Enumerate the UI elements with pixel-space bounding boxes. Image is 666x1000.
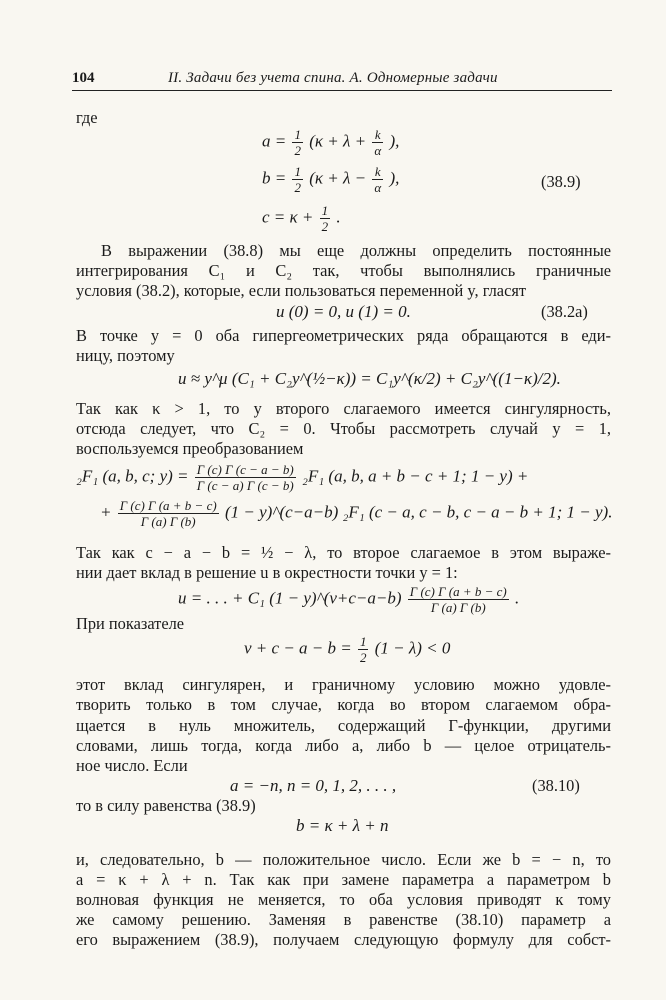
running-header [72, 68, 612, 91]
equation-number-38-9: (38.9) [541, 172, 581, 191]
equation-hyper-2: + $\frac{\Gamma (c) \Gamma (a + b - c)}{\Gamma (a) \Gamma (b)}$ (1 − y)^(c−a−b) ₂F₁ (c − a, c − b, c − a − b + 1; 1 − y). [100, 498, 613, 529]
text-line: его выражением (38.9), получаем следующую формулу для собст- [76, 930, 611, 949]
text-line: ное число. Если [76, 756, 188, 775]
page-number: 104 [72, 70, 95, 86]
equation-approx: u ≈ y^μ (C₁ + C₂y^(½−κ)) = C₁y^(κ/2) + C₂y^((1−κ)/2). [178, 369, 561, 388]
equation-a-neg-n: a = −n, n = 0, 1, 2, . . . , [230, 776, 397, 795]
text-line: то в силу равенства (38.9) [76, 796, 256, 815]
equation-b: b = $\frac{1}{2}$ (κ + λ − $\frac{k}{\alpha}$ ), [262, 164, 400, 195]
text-line: Так как κ > 1, то у второго слагаемого имеется сингулярность, [76, 399, 611, 418]
text-line: этот вклад сингулярен, и граничному условию можно удовле- [76, 675, 611, 694]
text-line: и, следовательно, b — положительное число. Если же b = − n, то [76, 850, 611, 869]
equation-b-value: b = κ + λ + n [296, 816, 389, 835]
text-line: интегрирования C₁ и C₂ так, чтобы выполнялись граничные [76, 261, 611, 280]
equation-hyper-1: ₂F₁ (a, b, c; y) = $\frac{\Gamma (c) \Gamma (c - a - b)}{\Gamma (c - a) \Gamma (c - b)}$ ₂F₁ (a, b, a + b − c + 1; 1 − y) + [76, 462, 529, 493]
word-gde: где [76, 108, 98, 127]
equation-u-near-1: u = . . . + C₁ (1 − y)^(ν+c−a−b) $\frac{\Gamma (c) \Gamma (a + b - c)}{\Gamma (a) \Gamma (b)}$ . [178, 584, 520, 615]
running-title: II. Задачи без учета спина. А. Одномерные задачи [168, 70, 498, 86]
text-line: воспользуемся преобразованием [76, 439, 304, 458]
text-line: творить только в том случае, когда во втором слагаемом обра- [76, 695, 611, 714]
text-line: отсюда следует, что C₂ = 0. Чтобы рассмотреть случай y = 1, [76, 419, 611, 438]
text-line: нии дает вклад в решение u в окрестности точки y = 1: [76, 563, 458, 582]
text-line: a = κ + λ + n. Так как при замене параметра a параметром b [76, 870, 611, 889]
text-line: В точке y = 0 оба гипергеометрических ряда обращаются в еди- [76, 326, 611, 345]
text-line: условия (38.2), которые, если пользоваться переменной y, гласят [76, 281, 527, 300]
equation-boundary: u (0) = 0, u (1) = 0. [276, 302, 411, 321]
text-line: В выражении (38.8) мы еще должны определить постоянные [101, 241, 611, 260]
text-line: ницу, поэтому [76, 346, 175, 365]
equation-number-38-2a: (38.2a) [541, 302, 588, 321]
text-line: же самому решению. Заменяя в равенстве (38.10) параметр a [76, 910, 611, 929]
equation-c: c = κ + $\frac{1}{2}$ . [262, 203, 341, 234]
text-line: При показателе [76, 614, 185, 633]
equation-exponent: ν + c − a − b = $\frac{1}{2}$ (1 − λ) < 0 [244, 634, 451, 665]
equation-number-38-10: (38.10) [532, 776, 580, 795]
equation-a: a = $\frac{1}{2}$ (κ + λ + $\frac{k}{\alpha}$ ), [262, 127, 400, 158]
text-line: щается в нуль множитель, содержащий Γ-функции, другими [76, 716, 611, 735]
text-line: волновая функция не меняется, то оба условия приводят к тому [76, 890, 611, 909]
text-line: словами, лишь тогда, когда либо a, либо b — целое отрицатель- [76, 736, 611, 755]
text-line: Так как c − a − b = ½ − λ, то второе слагаемое в этом выраже- [76, 543, 611, 562]
